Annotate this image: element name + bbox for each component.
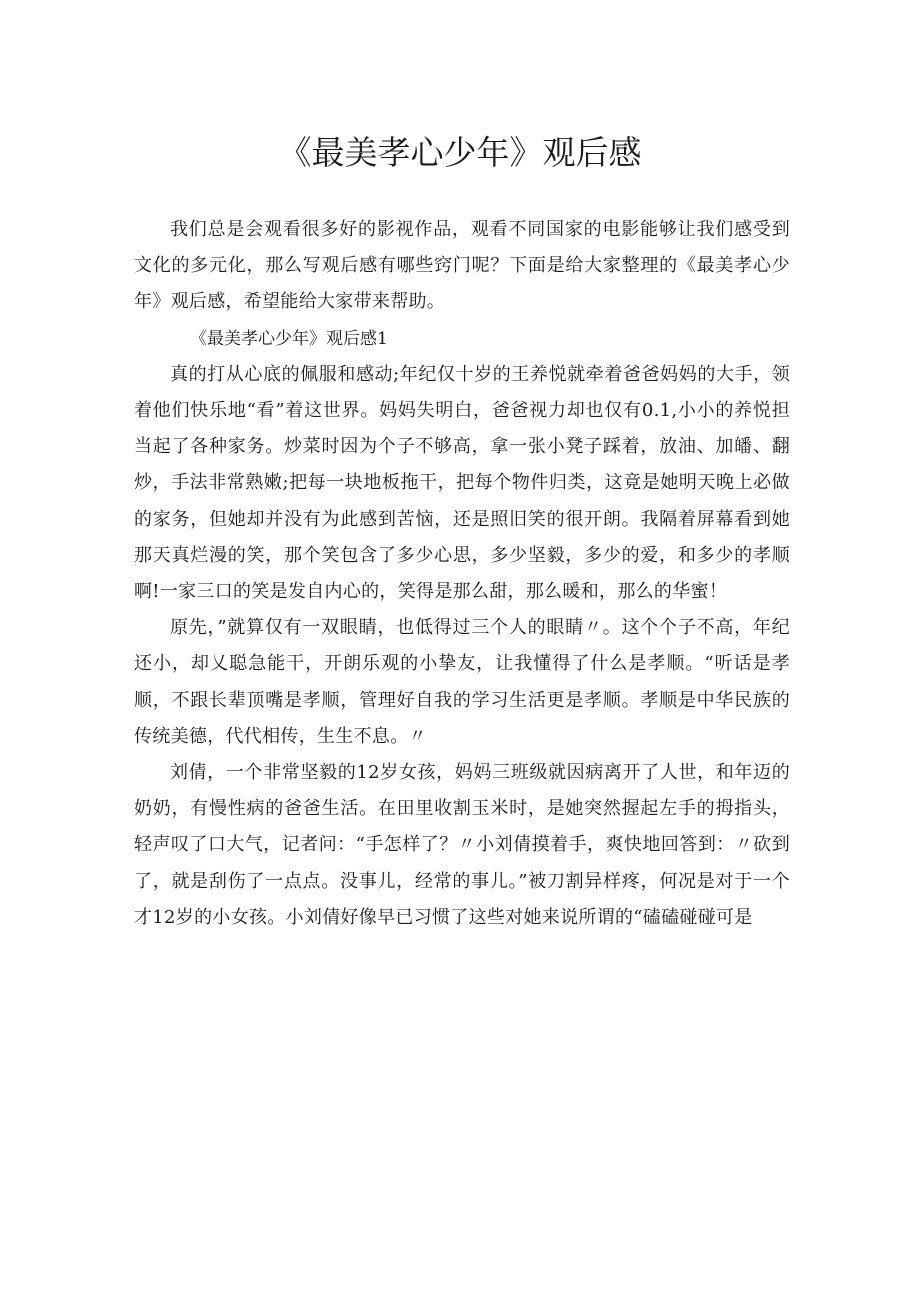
body-paragraph-3: 刘倩，一个非常坚毅的12岁女孩，妈妈三班级就因病离开了人世，和年迈的奶奶，有慢性病的爸爸生活。在田里收割玉米时，是她突然握起左手的拇指头，轻声叹了口大气，记者问：“手怎样了？〃小刘倩摸着手，爽快地回答到：〃砍到了，就是刮伤了一点点。没事儿，经常的事儿。”被刀割异样疼，何况是对于一个才12岁的小女孩。小刘倩好像早已习惯了这些对她来说所谓的“磕磕碰碰可是 xyxy=(134,762,790,928)
intro-paragraph: 我们总是会观看很多好的影视作品，观看不同国家的电影能够让我们感受到文化的多元化，那么写观后感有哪些窍门呢？下面是给大家整理的《最美孝心少年》观后感，希望能给大家带来帮助。 xyxy=(134,219,790,313)
document-body xyxy=(134,212,790,936)
body-paragraph-1: 真的打从心底的佩服和感动;年纪仅十岁的王养悦就牵着爸爸妈妈的大手，领着他们快乐地“看”着这世界。妈妈失明白，爸爸视力却也仅有0.1,小小的养悦担当起了各种家务。炒菜时因为个子不够高，拿一张小凳子踩着，放油、加皤、翻炒，手法非常熟嫩;把每一块地板拖干，把每个物件归类，这竟是她明天晚上必做的家务，但她却并没有为此感到苦恼，还是照旧笑的很开朗。我隔着屏幕看到她那天真烂漫的笑，那个笑包含了多少心思，多少坚毅，多少的爱，和多少的孝顺啊!一家三口的笑是发自内心的，笑得是那么甜，那么暖和，那么的华蜜！ xyxy=(134,363,790,603)
section-heading: 《最美孝心少年》观后感1 xyxy=(190,328,388,349)
document-title: 《最美孝心少年》观后感 xyxy=(278,133,642,172)
body-paragraph-2: 原先，”就算仅有一双眼睛，也低得过三个人的眼睛〃。这个个子不高，年纪还小，却乂聪急能干，开朗乐观的小挚友，让我懂得了什么是孝顺。“听话是孝顺，不跟长辈顶嘴是孝顺，管理好自我的学习生活更是孝顺。孝顺是中华民族的传统美德，代代相传，生生不息。〃 xyxy=(134,617,790,747)
